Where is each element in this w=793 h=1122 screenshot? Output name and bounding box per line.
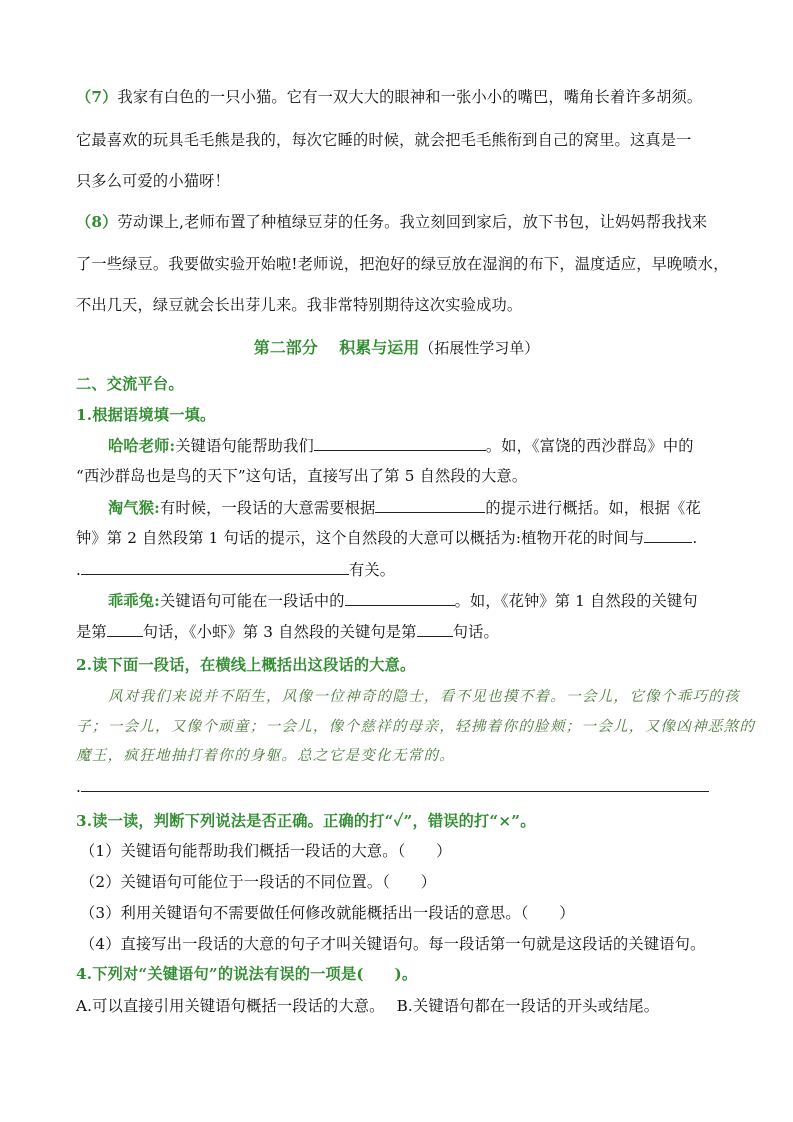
section-title-main: 第二部分 积累与运用 [253, 338, 420, 357]
q1-s3-text-e: 句话。 [452, 623, 499, 641]
answer-blank[interactable] [107, 622, 143, 637]
q4-options [76, 995, 659, 1017]
q2-dot: . [76, 778, 82, 796]
answer-blank[interactable] [417, 622, 453, 637]
q3-item-1: （1）关键语句能帮助我们概括一段话的大意。（ ） [80, 842, 452, 860]
speaker-rabbit: 乖乖兔: [108, 592, 160, 610]
q3-item-2: （2）关键语句可能位于一段话的不同位置。（ ） [80, 873, 437, 891]
question-3-title: 3.读一读，判断下列说法是否正确。正确的打“✓”，错误的打“×”。 [76, 812, 536, 830]
question-1-title: 1.根据语境填一填。 [76, 406, 216, 424]
q4-option-a: A.可以直接引用关键语句概括一段话的大意。 [76, 997, 385, 1015]
q1-speaker-1-line-2: “西沙群岛也是鸟的天下”这句话，直接写出了第 5 自然段的大意。 [76, 467, 528, 485]
speaker-teacher: 哈哈老师: [108, 437, 176, 455]
section-title [0, 337, 793, 359]
q1-s2-text-f: 有关。 [349, 561, 396, 579]
q1-s3-text-d: 句话，《小虾》第 3 自然段的关键句是第 [142, 623, 417, 641]
speaker-monkey: 淘气猴: [108, 499, 160, 517]
answer-blank[interactable] [375, 498, 485, 513]
answer-blank[interactable] [314, 436, 486, 451]
q1-s1-text-b: 。如，《富饶的西沙群岛》中的 [485, 437, 694, 455]
q1-s2-text-b: 的提示进行概括。如，根据《花 [485, 499, 701, 517]
q2-answer-line [76, 776, 709, 798]
q3-item-3: （3）利用关键语句不需要做任何修改就能概括出一段话的意思。（ ） [80, 904, 575, 922]
paragraph-7-label: （7） [76, 88, 118, 106]
q1-s1-text-a: 关键语句能帮助我们 [175, 437, 314, 455]
passage-line-3: 魔王，疯狂地抽打着你的身躯。总之它是变化无常的。 [76, 747, 456, 764]
question-2-title: 2.读下面一段话，在横线上概括出这段话的大意。 [76, 656, 416, 674]
paragraph-8-line-1 [76, 211, 707, 233]
q1-s2-text-c: 钟》第 2 自然段第 1 句话的提示，这个自然段的大意可以概括为:植物开花的时间与 [76, 529, 645, 547]
answer-blank[interactable] [81, 560, 349, 575]
paragraph-8-line-3: 不出几天，绿豆就会长出芽儿来。我非常特别期待这次实验成功。 [76, 296, 523, 314]
q1-s3-text-b: 。如，《花钟》第 1 自然段的关键句 [454, 592, 698, 610]
paragraph-7-text-1: 我家有白色的一只小猫。它有一双大大的眼神和一张小小的嘴巴，嘴角长着许多胡须。 [117, 88, 703, 106]
q1-s3-text-c: 是第 [76, 623, 107, 641]
answer-blank[interactable] [81, 777, 709, 792]
answer-blank[interactable] [644, 528, 692, 543]
q1-speaker-3-line-1 [108, 590, 698, 612]
q1-s3-text-a: 关键语句可能在一段话中的 [159, 592, 345, 610]
heading-exchange-platform: 二、交流平台。 [76, 375, 184, 393]
q4-option-b: B.关键语句都在一段话的开头或结尾。 [396, 997, 660, 1015]
answer-blank[interactable] [345, 591, 455, 606]
passage-line-1: 风对我们来说并不陌生，风像一位神奇的隐士，看不见也摸不着。一会儿，它像个乖巧的孩 [108, 688, 740, 705]
q3-item-4: （4）直接写出一段话的大意的句子才叫关键语句。每一段话第一句就是这段话的关键语句。 [80, 935, 706, 953]
q1-speaker-3-line-2 [76, 621, 499, 643]
paragraph-8-line-2: 了一些绿豆。我要做实验开始啦!老师说，把泡好的绿豆放在湿润的布下，温度适应，早晚喷水， [76, 255, 729, 273]
q1-s2-dot: . [692, 529, 698, 547]
q1-s2-dot-2: . [76, 561, 82, 579]
paragraph-7-line-3: 只多么可爱的小猫呀！ [76, 172, 230, 190]
section-subtitle: （拓展性学习单） [419, 339, 540, 357]
paragraph-7-line-2: 它最喜欢的玩具毛毛熊是我的，每次它睡的时候，就会把毛毛熊衔到自己的窝里。这真是一 [76, 131, 692, 149]
q1-speaker-2-line-3 [76, 559, 395, 581]
passage-line-2: 子；一会儿，又像个顽童；一会儿，像个慈祥的母亲，轻拂着你的脸颊；一会儿，又像凶神恶煞的 [76, 718, 756, 735]
q1-s2-text-a: 有时候，一段话的大意需要根据 [159, 499, 376, 517]
q1-speaker-2-line-2 [76, 527, 697, 549]
question-4-title: 4.下列对“关键语句”的说法有误的一项是( )。 [76, 965, 418, 983]
q1-speaker-1-line-1 [108, 435, 694, 457]
paragraph-8-label: （8） [76, 213, 118, 231]
paragraph-7-line-1 [76, 86, 702, 108]
paragraph-8-text-1: 劳动课上,老师布置了种植绿豆芽的任务。我立刻回到家后，放下书包，让妈妈帮我找来 [117, 213, 708, 231]
q1-speaker-2-line-1 [108, 497, 701, 519]
